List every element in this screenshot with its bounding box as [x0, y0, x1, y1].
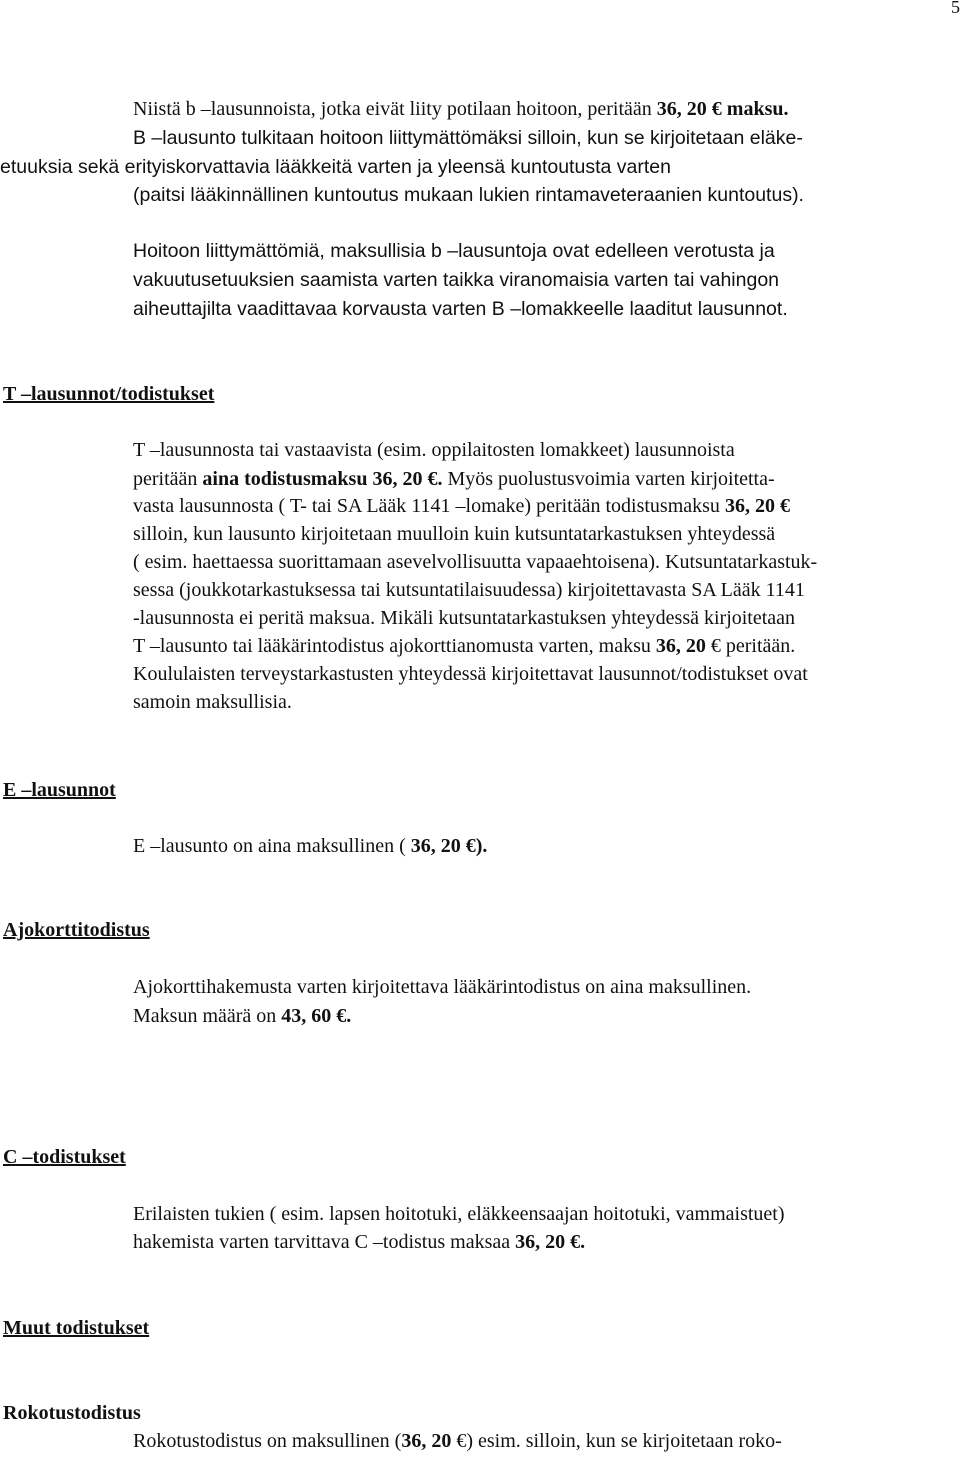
b-p2-line-1: Hoitoon liittymättömiä, maksullisia b –lausuntoja ovat edelleen verotusta ja: [133, 240, 775, 262]
ajokortti-heading: Ajokorttitodistus: [3, 919, 150, 941]
t-line-10: samoin maksullisia.: [133, 691, 292, 713]
t-line-9: Koululaisten terveystarkastusten yhteydessä kirjoitettavat lausunnot/todistukset ovat: [133, 663, 808, 685]
t-line-3-a: vasta lausunnosta ( T- tai SA Lääk 1141 –lomake) peritään todistusmaksu: [133, 495, 725, 517]
c-fee: 36, 20 €.: [515, 1231, 586, 1253]
b-line-3: etuuksia sekä erityiskorvattavia lääkkeitä varten ja yleensä kuntoutusta varten: [0, 156, 671, 178]
t-line-7: -lausunnosta ei peritä maksua. Mikäli kutsuntatarkastuksen yhteydessä kirjoitetaan: [133, 607, 796, 629]
t-line-4: silloin, kun lausunto kirjoitetaan muulloin kuin kutsuntatarkastuksen yhteydessä: [133, 523, 776, 545]
t-line-1: T –lausunnosta tai vastaavista (esim. oppilaitosten lomakkeet) lausunnoista: [133, 439, 735, 461]
rokotus-fee: 36, 20: [401, 1430, 452, 1452]
ajokortti-fee: 43, 60 €.: [281, 1005, 352, 1027]
e-heading: E –lausunnot: [3, 779, 116, 801]
t-line-2-a: peritään: [133, 468, 203, 490]
b-p2-line-3: aiheuttajilta vaadittavaa korvausta varten B –lomakkeelle laaditut lausunnot.: [133, 298, 788, 320]
c-heading: C –todistukset: [3, 1146, 126, 1168]
rokotus-heading: Rokotustodistus: [3, 1402, 141, 1424]
e-line-1-a: E –lausunto on aina maksullinen (: [133, 835, 411, 857]
t-line-8-a: T –lausunto tai lääkärintodistus ajokorttianomusta varten, maksu: [133, 635, 656, 657]
t-line-2: [133, 467, 775, 491]
t-line-8-b: € peritään.: [705, 635, 796, 657]
e-line-1: [133, 834, 487, 858]
c-line-1: Erilaisten tukien ( esim. lapsen hoitotuki, eläkkeensaajan hoitotuki, vammaistuet): [133, 1203, 785, 1225]
t-line-8: [133, 634, 795, 658]
t-line-6: sessa (joukkotarkastuksessa tai kutsuntatilaisuudessa) kirjoitettavasta SA Lääk 1141: [133, 579, 805, 601]
c-line-2: [133, 1230, 585, 1254]
t-line-2-b: Myös puolustusvoimia varten kirjoitetta-: [442, 468, 775, 490]
muut-heading: Muut todistukset: [3, 1317, 150, 1339]
ajokortti-line-2: [133, 1004, 351, 1028]
t-line-8-fee: 36, 20: [655, 635, 706, 657]
b-line-2: B –lausunto tulkitaan hoitoon liittymättömäksi silloin, kun se kirjoitetaan eläke-: [133, 127, 803, 149]
b-intro-line: [133, 97, 789, 121]
ajokortti-line-2-a: Maksun määrä on: [133, 1005, 282, 1027]
e-line-1-fee: 36, 20 €).: [410, 835, 488, 857]
t-line-3-fee: 36, 20 €: [724, 495, 790, 517]
b-line-4: (paitsi lääkinnällinen kuntoutus mukaan lukien rintamaveteraanien kuntoutus).: [133, 184, 804, 206]
t-heading: T –lausunnot/todistukset: [3, 383, 215, 405]
t-line-5: ( esim. haettaessa suorittamaan asevelvollisuutta vapaaehtoisena). Kutsuntatarkastuk-: [133, 551, 818, 573]
rokotus-line-1-b: €) esim. silloin, kun se kirjoitetaan roko-: [451, 1430, 782, 1452]
b-intro-fee: 36, 20 € maksu.: [656, 98, 789, 120]
page-number: 5: [951, 0, 960, 17]
b-p2-line-2: vakuutusetuuksien saamista varten taikka viranomaisia varten tai vahingon: [133, 269, 780, 291]
b-intro-text: Niistä b –lausunnoista, jotka eivät liity potilaan hoitoon, peritään: [133, 98, 652, 120]
c-line-2-a: hakemista varten tarvittava C –todistus maksaa: [133, 1231, 516, 1253]
rokotus-line-1: [133, 1429, 782, 1453]
ajokortti-line-1: Ajokorttihakemusta varten kirjoitettava lääkärintodistus on aina maksullinen.: [133, 976, 752, 998]
rokotus-line-1-a: Rokotustodistus on maksullinen (: [133, 1430, 402, 1452]
t-line-3: [133, 494, 790, 518]
t-line-2-fee: aina todistusmaksu 36, 20 €.: [202, 468, 443, 490]
